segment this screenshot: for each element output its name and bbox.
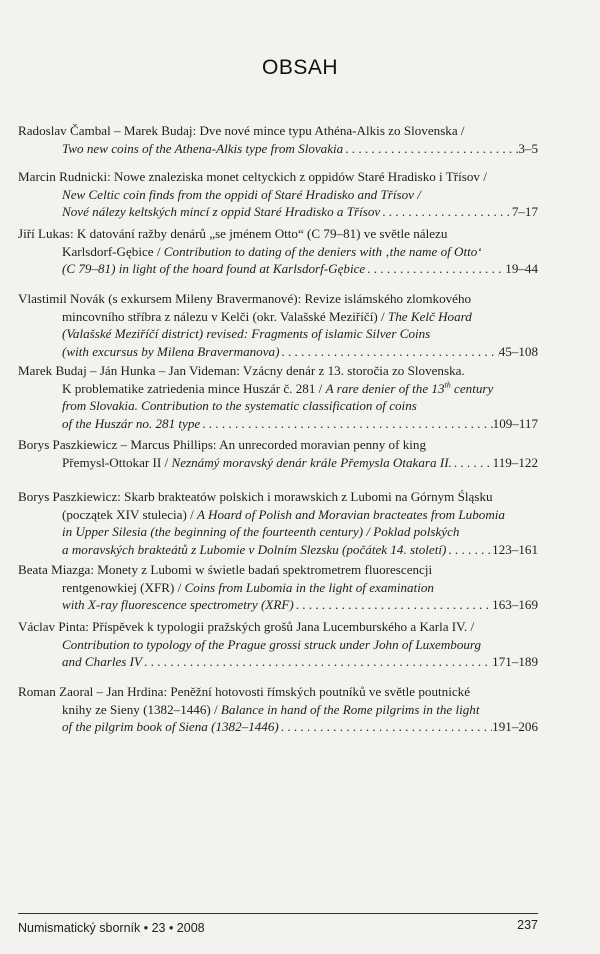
entry-title-translation: with X-ray fluorescence spectrometry (XRF) <box>62 597 294 612</box>
dot-leader <box>200 415 492 433</box>
entry-pages: 19–44 <box>505 261 538 276</box>
dot-leader <box>380 203 512 221</box>
entry-translation: A Hoard of Polish and Moravian bracteates from Lubomia <box>197 506 505 522</box>
entry-title-translation: and Charles IV <box>62 654 143 669</box>
entry-translation: The Kelč Hoard <box>387 308 472 324</box>
entry-original-title: rentgenowkiej (XFR) / <box>62 579 185 595</box>
entry-line: Contribution to typology of the Prague grossi struck under John of Luxembourg <box>62 636 482 652</box>
entry-last-line <box>18 596 538 614</box>
entry-author-title: Beata Miazga: Monety z Lubomi w świetle badań spektrometrem fluorescencji <box>18 562 433 577</box>
dot-leader <box>365 260 505 278</box>
entry-last-line <box>18 653 538 671</box>
entry-translation: A rare denier of the 13th century <box>325 380 494 396</box>
entry-translation: Contribution to dating of the deniers with ‚the name of Otto‘ <box>163 243 482 259</box>
entry-author-title: Borys Paszkiewicz: Skarb brakteatów polskich i morawskich z Lubomi na Górnym Śląsku <box>18 489 493 504</box>
entry-last-line <box>18 415 538 433</box>
toc-entry[interactable] <box>18 561 538 614</box>
entry-title-translation: Two new coins of the Athena-Alkis type from Slovakia <box>62 140 344 156</box>
entry-line <box>18 579 538 597</box>
entry-line <box>18 701 538 719</box>
entry-last-line <box>18 140 538 158</box>
toc-entry[interactable] <box>18 488 538 558</box>
toc-entry[interactable] <box>18 683 538 736</box>
entry-author-title: Vlastimil Novák (s exkursem Mileny Bravermanové): Revize islámského zlomkového <box>18 291 472 306</box>
entry-line: New Celtic coin finds from the oppidi of Staré Hradisko and Třísov / <box>62 186 421 202</box>
entry-pages: 163–169 <box>492 597 538 612</box>
entry-last-line <box>18 343 538 361</box>
dot-leader <box>294 596 492 614</box>
entry-last-line <box>18 718 538 736</box>
entry-original-title: (początek XIV stulecia) / <box>62 506 198 522</box>
entry-last-line <box>18 454 538 472</box>
entry-title-translation: of the pilgrim book of Siena (1382–1446) <box>62 719 279 734</box>
entry-line: from Slovakia. Contribution to the systematic classification of coins <box>62 398 417 413</box>
entry-title-translation: Nové nálezy keltských mincí z oppid Staré Hradisko a Třísov <box>62 204 381 219</box>
entry-title-translation: of the Huszár no. 281 type <box>62 415 201 431</box>
entry-translation: Balance in hand of the Rome pilgrims in the light <box>220 701 480 717</box>
entry-title-translation: (with excursus by Milena Bravermanova) <box>62 343 280 359</box>
dot-leader <box>142 653 492 671</box>
entry-original-title: mincovního stříbra z nálezu v Kelči (okr. Valašské Meziříčí) / <box>62 308 388 324</box>
toc-entry[interactable] <box>18 362 538 432</box>
toc-entry[interactable] <box>18 122 538 157</box>
entry-pages: 191–206 <box>492 719 538 734</box>
entry-line <box>18 380 538 398</box>
entry-title-translation: a moravských brakteátů z Lubomie v Dolním Slezsku (počátek 14. století) <box>62 541 447 557</box>
entry-last-line <box>18 203 538 221</box>
toc-entry[interactable] <box>18 168 538 221</box>
entry-original-title: knihy ze Sieny (1382–1446) / <box>62 701 221 717</box>
entry-line <box>18 506 538 524</box>
entry-author-title: Marcin Rudnicki: Nowe znaleziska monet celtyckich z oppidów Staré Hradisko i Třísov / <box>18 169 487 184</box>
entry-title-translation: Přemysl-Ottokar II / Neznámý moravský denár krále Přemysla Otakara II. <box>62 454 452 470</box>
toc-entry[interactable] <box>18 290 538 360</box>
entry-author-title: Václav Pinta: Příspěvek k typologii pražských grošů Jana Lucemburského a Karla IV. / <box>18 619 475 634</box>
entry-line <box>18 243 538 261</box>
entry-title-translation: (C 79–81) in light of the hoard found at Karlsdorf-Gębice <box>62 261 366 276</box>
entry-pages: 119–122 <box>492 454 538 470</box>
entry-translation: Coins from Lubomia in the light of examination <box>184 579 434 595</box>
entry-line: (Valašské Meziříčí district) revised: Fragments of islamic Silver Coins <box>62 326 431 341</box>
entry-pages: 123–161 <box>492 541 538 557</box>
toc-entry[interactable] <box>18 436 538 471</box>
entry-author-title: Roman Zaoral – Jan Hrdina: Peněžní hotovosti římských poutníků ve světle poutnické <box>18 684 471 699</box>
dot-leader <box>452 454 493 472</box>
entry-pages: 7–17 <box>511 204 538 219</box>
entry-author-title: Radoslav Čambal – Marek Budaj: Dve nové mince typu Athéna-Alkis zo Slovenska / <box>18 123 465 138</box>
entry-pages: 3–5 <box>518 140 538 156</box>
dot-leader <box>279 343 498 361</box>
entry-original-title: K problematike zatriedenia mince Huszár č. 281 / <box>62 380 326 396</box>
footer-rule <box>18 913 538 914</box>
page-title: OBSAH <box>261 56 339 79</box>
entry-pages: 171–189 <box>492 654 538 669</box>
entry-author-title: Borys Paszkiewicz – Marcus Phillips: An unrecorded moravian penny of king <box>18 437 427 452</box>
entry-author-title: Marek Budaj – Ján Hunka – Jan Videman: Vzácny denár z 13. storočia zo Slovenska. <box>18 363 465 378</box>
entry-last-line <box>18 541 538 559</box>
entry-pages: 45–108 <box>498 343 538 359</box>
entry-line <box>18 308 538 326</box>
toc-entry[interactable] <box>18 225 538 278</box>
entry-last-line <box>18 260 538 278</box>
entry-place: Karlsdorf-Gębice / <box>62 243 164 259</box>
page-number: 237 <box>517 918 538 932</box>
toc-entry[interactable] <box>18 618 538 671</box>
dot-leader <box>343 140 518 158</box>
dot-leader <box>279 718 492 736</box>
journal-footer: Numismatický sborník • 23 • 2008 <box>18 921 205 935</box>
dot-leader <box>446 541 492 559</box>
entry-line: in Upper Silesia (the beginning of the fourteenth century) / Poklad polských <box>62 524 460 539</box>
entry-author-title: Jiří Lukas: K datování ražby denárů „se jménem Otto“ (C 79–81) ve světle nálezu <box>18 226 448 241</box>
entry-pages: 109–117 <box>492 415 538 431</box>
